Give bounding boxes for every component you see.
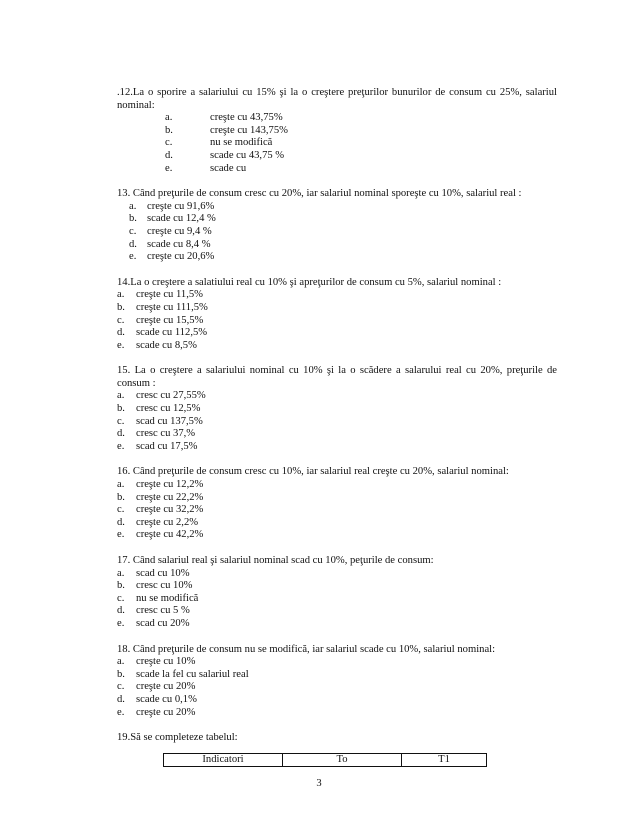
option-text: creşte cu 91,6%: [147, 200, 215, 212]
option-text: creşte cu 15,5%: [136, 314, 204, 326]
answer-option: [117, 618, 557, 631]
option-letter: a.: [129, 200, 137, 212]
option-text: scade cu 0,1%: [136, 693, 197, 705]
answer-option: [117, 213, 557, 226]
option-letter: c.: [117, 592, 125, 604]
option-letter: e.: [117, 339, 125, 351]
option-letter: d.: [129, 238, 137, 250]
question-text: 15. La o creştere a salariului nominal cu 10% şi la o scădere a salarului real cu 20%, preţurile de consum :: [117, 365, 557, 389]
option-text: nu se modifică: [210, 137, 273, 149]
option-text: creşte cu 111,5%: [136, 301, 208, 313]
answer-option: [117, 517, 557, 530]
answer-option: [117, 327, 557, 340]
option-text: scade cu 43,75 %: [210, 149, 285, 161]
option-text: creşte cu 20%: [136, 681, 196, 693]
option-letter: c.: [117, 415, 125, 427]
question-block: [117, 466, 557, 542]
answer-options: [117, 479, 557, 542]
option-text: scad cu 137,5%: [136, 415, 203, 427]
question-block: [117, 644, 557, 720]
question-text: 17. Când salariul real şi salariul nominal scad cu 10%, peţurile de consum:: [117, 555, 434, 566]
answer-options: [117, 568, 557, 631]
option-text: scade cu: [210, 162, 247, 174]
option-text: cresc cu 27,55%: [136, 390, 206, 402]
option-text: cresc cu 37,%: [136, 428, 196, 440]
option-letter: b.: [117, 301, 125, 313]
table-header-cell: T1: [402, 753, 487, 767]
answer-option: [117, 656, 557, 669]
question-block: [117, 277, 557, 353]
answer-option: [117, 428, 557, 441]
option-text: creşte cu 42,2%: [136, 529, 204, 541]
question-text: .12.La o sporire a salariului cu 15% şi la o creştere preţurilor bunurilor de consum cu 25%, salariul nominal:: [117, 87, 557, 111]
answer-option: [117, 112, 557, 125]
question-text: 13. Când preţurile de consum cresc cu 20%, iar salariul nominal sporeşte cu 10%, salariul real :: [117, 188, 522, 200]
option-letter: d.: [117, 693, 125, 705]
question-text: 16. Când preţurile de consum cresc cu 10%, iar salariul real creşte cu 20%, salariul nominal:: [117, 466, 509, 478]
table-header-cell: To: [283, 753, 402, 767]
answer-option: [117, 707, 557, 720]
answer-options: [117, 201, 557, 264]
question-text: 14.La o creştere a salatiului real cu 10% şi apreţurilor de consum cu 5%, salariul nominal :: [117, 276, 502, 288]
option-letter: a.: [117, 479, 125, 491]
answer-option: [117, 479, 557, 492]
page-content: [117, 87, 557, 767]
option-letter: b.: [117, 491, 125, 503]
option-text: creşte cu 143,75%: [210, 124, 288, 136]
table-section: [117, 732, 557, 767]
indicators-table: [163, 753, 487, 768]
option-text: scad cu 10%: [136, 567, 190, 579]
option-text: scade la fel cu salariul real: [136, 668, 249, 680]
option-letter: c.: [129, 225, 137, 237]
answer-option: [117, 137, 557, 150]
answer-option: [117, 694, 557, 707]
option-text: creşte cu 20%: [136, 706, 196, 718]
option-letter: a.: [117, 656, 125, 668]
answer-option: [117, 681, 557, 694]
answer-option: [117, 390, 557, 403]
answer-option: [117, 580, 557, 593]
answer-option: [117, 568, 557, 581]
option-letter: e.: [117, 529, 125, 541]
option-text: creşte cu 43,75%: [210, 112, 283, 124]
answer-options: [117, 112, 557, 175]
option-letter: e.: [165, 162, 173, 174]
option-text: cresc cu 12,5%: [136, 403, 201, 415]
option-text: scade cu 8,4 %: [147, 238, 211, 250]
option-letter: a.: [117, 289, 125, 301]
answer-option: [117, 441, 557, 454]
option-text: scade cu 8,5%: [136, 339, 197, 351]
answer-option: [117, 226, 557, 239]
table-header-cell: Indicatori: [164, 753, 283, 767]
answer-option: [117, 289, 557, 302]
question-text: 18. Când preţurile de consum nu se modifică, iar salariul scade cu 10%, salariul nominal:: [117, 643, 496, 655]
option-letter: c.: [117, 314, 125, 326]
option-letter: d.: [117, 605, 125, 617]
option-letter: e.: [117, 440, 125, 452]
option-letter: d.: [117, 516, 125, 528]
answer-option: [117, 239, 557, 252]
answer-option: [117, 403, 557, 416]
option-text: scad cu 17,5%: [136, 440, 198, 452]
option-text: creşte cu 32,2%: [136, 504, 204, 516]
option-letter: b.: [165, 124, 173, 136]
page-number: 3: [316, 778, 322, 789]
option-letter: c.: [117, 681, 125, 693]
answer-option: [117, 125, 557, 138]
option-letter: d.: [117, 428, 125, 440]
answer-option: [117, 302, 557, 315]
option-text: creşte cu 10%: [136, 656, 196, 668]
answer-options: [117, 289, 557, 352]
answer-options: [117, 390, 557, 453]
option-text: creşte cu 12,2%: [136, 479, 204, 491]
option-letter: b.: [117, 580, 125, 592]
answer-option: [117, 492, 557, 505]
answer-option: [117, 416, 557, 429]
option-text: creşte cu 2,2%: [136, 516, 199, 528]
option-letter: b.: [117, 403, 125, 415]
option-text: creşte cu 22,2%: [136, 491, 204, 503]
answer-option: [117, 201, 557, 214]
question-block: [117, 188, 557, 264]
question-block: [117, 555, 557, 631]
option-letter: a.: [165, 112, 173, 124]
option-text: creşte cu 20,6%: [147, 251, 215, 263]
option-letter: a.: [117, 567, 125, 579]
answer-option: [117, 504, 557, 517]
option-text: scade cu 12,4 %: [147, 213, 216, 225]
answer-option: [117, 340, 557, 353]
question-block: [117, 87, 557, 175]
answer-option: [117, 529, 557, 542]
option-letter: e.: [129, 251, 137, 263]
option-text: cresc cu 5 %: [136, 605, 190, 617]
option-text: scade cu 112,5%: [136, 327, 208, 339]
answer-option: [117, 669, 557, 682]
answer-option: [117, 593, 557, 606]
answer-option: [117, 315, 557, 328]
option-text: creşte cu 11,5%: [136, 289, 203, 301]
option-letter: d.: [165, 149, 173, 161]
option-text: creşte cu 9,4 %: [147, 225, 212, 237]
answer-option: [117, 150, 557, 163]
table-header-row: [164, 753, 487, 767]
question-list: [117, 87, 557, 719]
option-letter: b.: [129, 213, 137, 225]
option-letter: a.: [117, 390, 125, 402]
option-letter: c.: [117, 504, 125, 516]
answer-options: [117, 656, 557, 719]
option-letter: b.: [117, 668, 125, 680]
option-letter: c.: [165, 137, 173, 149]
question-block: [117, 365, 557, 453]
option-letter: e.: [117, 617, 125, 629]
option-letter: d.: [117, 327, 125, 339]
option-text: nu se modifică: [136, 592, 199, 604]
answer-option: [117, 251, 557, 264]
option-text: scad cu 20%: [136, 617, 190, 629]
answer-option: [117, 163, 557, 176]
option-text: cresc cu 10%: [136, 580, 193, 592]
option-letter: e.: [117, 706, 125, 718]
answer-option: [117, 605, 557, 618]
table-title: 19.Să se completeze tabelul:: [117, 732, 238, 744]
